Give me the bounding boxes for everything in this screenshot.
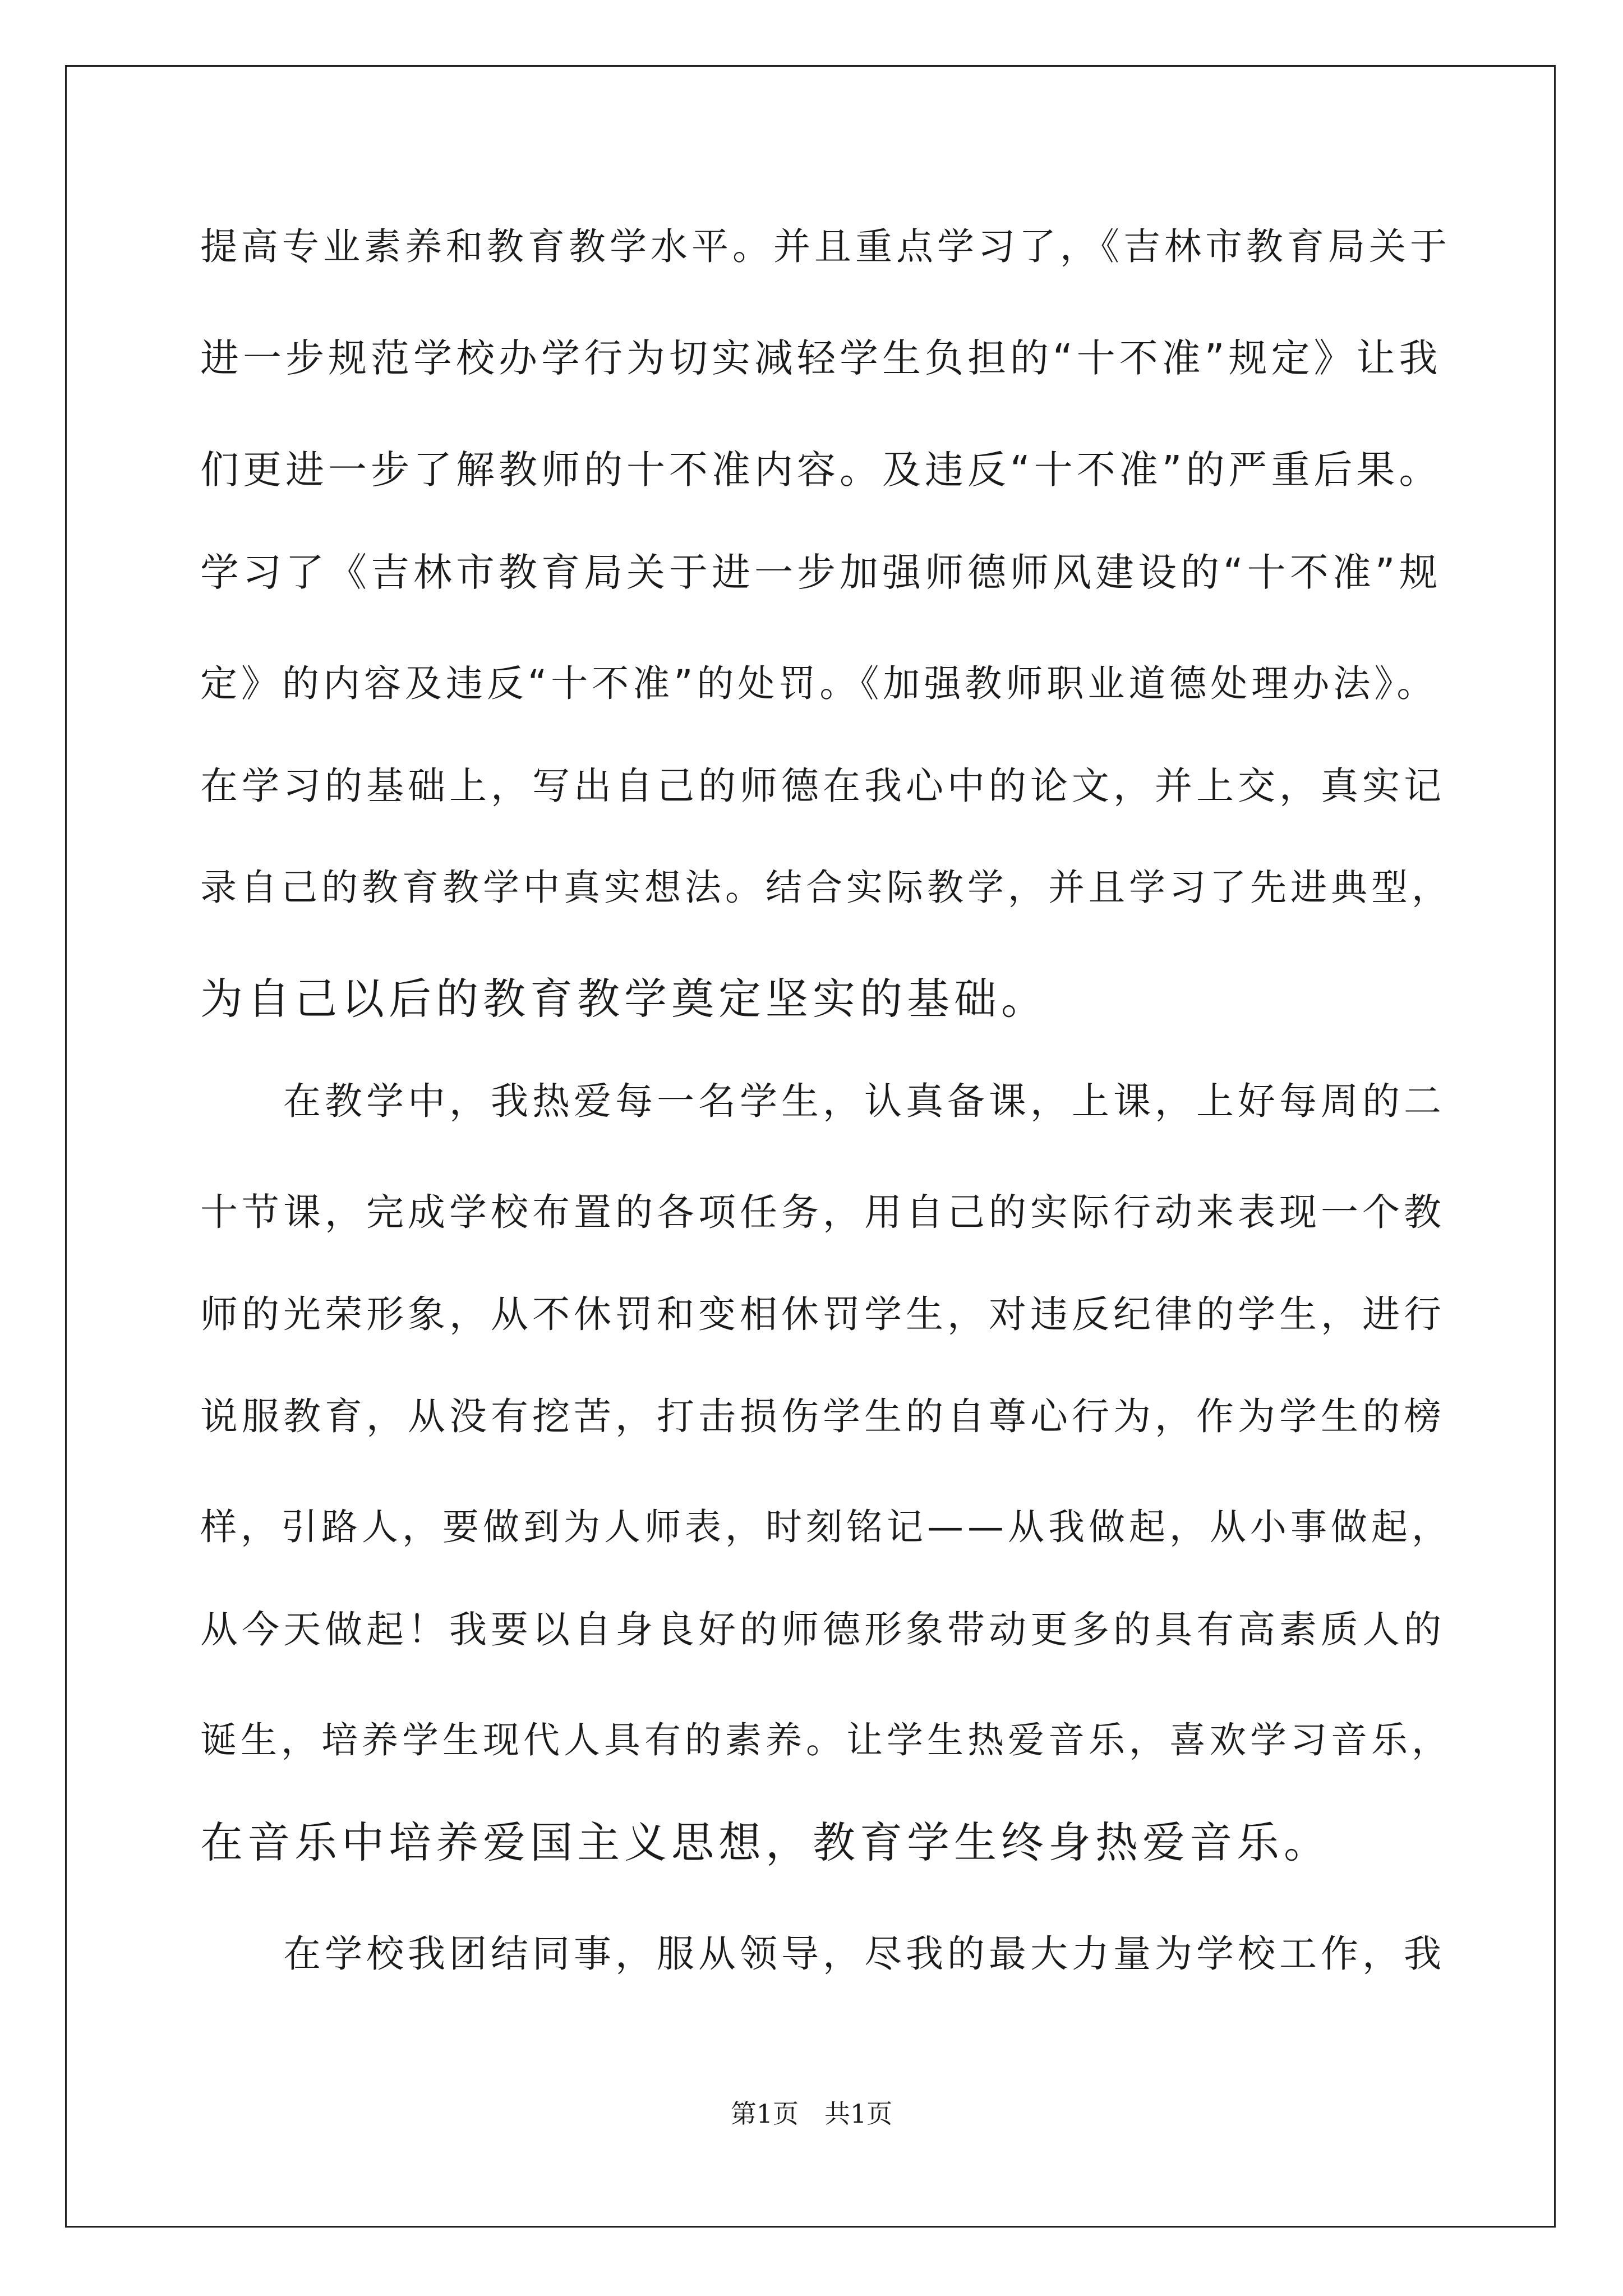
text-line-1: 提高专业素养和教育教学水平。并且重点学习了，《吉林市教育局关于	[200, 225, 1451, 268]
text-line-6: 在学习的基础上，写出自己的师德在我心中的论文，并上交，真实记	[200, 764, 1445, 808]
text-line-9: 在教学中，我热爱每一名学生，认真备课，上课，上好每周的二	[200, 1079, 1445, 1123]
text-line-12: 说服教育，从没有挖苦，打击损伤学生的自尊心行为，作为学生的榜	[200, 1395, 1445, 1438]
text-line-11: 师的光荣形象，从不休罚和变相休罚学生，对违反纪律的学生，进行	[200, 1292, 1445, 1336]
text-line-5: 定》的内容及违反“十不准”的处罚。《加强教师职业道德处理办法》。	[200, 662, 1438, 705]
text-line-2: 进一步规范学校办学行为切实减轻学生负担的“十不准”规定》让我	[200, 336, 1442, 381]
text-line-4: 学习了《吉林市教育局关于进一步加强师德师风建设的“十不准”规	[200, 550, 1442, 595]
text-line-7: 录自己的教育教学中真实想法。结合实际教学，并且学习了先进典型，	[200, 867, 1453, 909]
text-line-3: 们更进一步了解教师的十不准内容。及违反“十不准”的严重后果。	[200, 448, 1442, 493]
text-line-16: 在音乐中培养爱国主义思想，教育学生终身热爱音乐。	[200, 1818, 1331, 1867]
text-line-14: 从今天做起！我要以自身良好的师德形象带动更多的具有高素质人的	[200, 1608, 1445, 1651]
text-line-8: 为自己以后的教育教学奠定坚实的基础。	[200, 974, 1048, 1024]
text-line-10: 十节课，完成学校布置的各项任务，用自己的实际行动来表现一个教	[200, 1190, 1445, 1234]
text-line-17: 在学校我团结同事，服从领导，尽我的最大力量为学校工作，我	[200, 1932, 1445, 1976]
text-line-15: 诞生，培养学生现代人具有的素养。让学生热爱音乐，喜欢学习音乐，	[200, 1719, 1453, 1761]
text-line-13: 样，引路人，要做到为人师表，时刻铭记——从我做起，从小事做起，	[200, 1506, 1453, 1548]
page-border	[65, 65, 1556, 2228]
page-footer: 第1页 共1页	[730, 2099, 893, 2129]
